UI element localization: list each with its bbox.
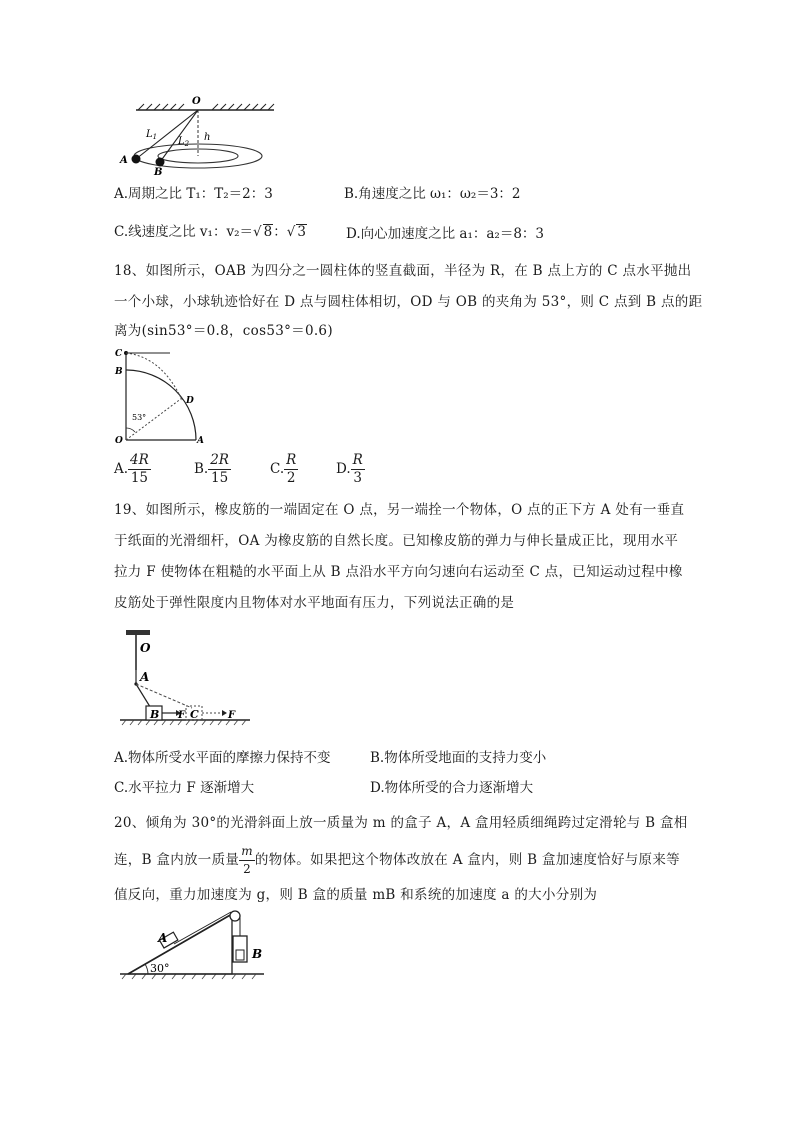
q18-angle: 53°	[132, 413, 147, 422]
q18-label-a: A	[197, 436, 204, 445]
q17-option-b: B.角速度之比 ω₁：ω₂＝3：2	[344, 186, 521, 202]
q19-line-3: 拉力 F 使物体在粗糙的水平面上从 B 点沿水平方向匀速向右运动至 C 点，已知运动过程中橡	[114, 564, 683, 580]
q18-label-o: O	[115, 436, 123, 445]
q18-label-d: D	[186, 396, 194, 406]
q18-option-b: B. $\frac{2R}{15}$	[194, 452, 229, 486]
q20-line-2: 连，B 盒内放一质量 $\frac{m}{2}$ 的物体。如果把这个物体改放在 A 盒内，则 B 盒加速度恰好与原来等	[114, 844, 680, 876]
q19-option-d: D.物体所受的合力逐渐增大	[370, 780, 534, 796]
q18-label-c: C	[115, 349, 123, 359]
q18-label-b: B	[115, 367, 123, 377]
q20-angle: 30°	[150, 962, 170, 975]
q18-figure	[112, 345, 212, 445]
q17-option-d: D.向心加速度之比 a₁：a₂＝8：3	[346, 226, 545, 242]
q20-line-3: 值反向，重力加速度为 g，则 B 盒的质量 mB 和系统的加速度 a 的大小分别为	[114, 887, 598, 903]
q19-label-f1: F	[178, 710, 186, 721]
q20-figure	[114, 908, 274, 984]
q18-option-c: C. $\frac{R}{2}$	[270, 452, 297, 486]
q19-figure	[114, 626, 254, 732]
q19-option-c: C.水平拉力 F 逐渐增大	[114, 780, 255, 796]
q19-label-a: A	[140, 670, 150, 684]
q19-line-1: 19、如图所示，橡皮筋的一端固定在 O 点，另一端拴一个物体，O 点的正下方 A 处有一垂直	[114, 502, 685, 518]
q17-figure	[112, 92, 282, 177]
q19-line-4: 皮筋处于弹性限度内且物体对水平地面有压力，下列说法正确的是	[114, 595, 515, 611]
q20-label-b: B	[252, 947, 263, 961]
q17-option-c: C.线速度之比 v₁：v₂＝√ 8：√ 3	[114, 224, 306, 240]
q19-label-b: B	[150, 708, 160, 721]
q18-option-a: A. $\frac{4R}{15}$	[114, 452, 149, 486]
q18-line-1: 18、如图所示，OAB 为四分之一圆柱体的竖直截面，半径为 R，在 B 点上方的 C 点水平抛出	[114, 263, 692, 279]
q17-label-b: B	[154, 167, 163, 177]
q18-line-2: 一个小球，小球轨迹恰好在 D 点与圆柱体相切，OD 与 OB 的夹角为 53°，则 C 点到 B 点的距	[114, 294, 703, 310]
q18-option-d: D. $\frac{R}{3}$	[336, 452, 363, 486]
q19-line-2: 于纸面的光滑细杆，OA 为橡皮筋的自然长度。已知橡皮筋的弹力与伸长量成正比，现用水平	[114, 533, 679, 549]
q18-line-3: 离为(sin53°＝0.8，cos53°＝0.6)	[114, 323, 333, 339]
q19-option-b: B.物体所受地面的支持力变小	[370, 750, 547, 766]
q20-label-a: A	[158, 931, 168, 945]
q17-label-a: A	[120, 155, 128, 166]
q17-option-a: A.周期之比 T₁：T₂＝2：3	[114, 186, 273, 202]
q17-label-o: O	[192, 96, 201, 107]
q19-label-o: O	[140, 641, 151, 655]
q19-label-f2: F	[228, 710, 236, 721]
q17-label-l1: $L_1$	[146, 129, 158, 141]
q17-label-l2: $L_2$	[178, 136, 190, 148]
q19-label-c: C	[190, 708, 199, 721]
q19-option-a: A.物体所受水平面的摩擦力保持不变	[114, 750, 331, 766]
q17-label-h: h	[204, 132, 211, 143]
q20-line-1: 20、倾角为 30°的光滑斜面上放一质量为 m 的盒子 A，A 盒用轻质细绳跨过定滑轮与 B 盒相	[114, 815, 688, 831]
